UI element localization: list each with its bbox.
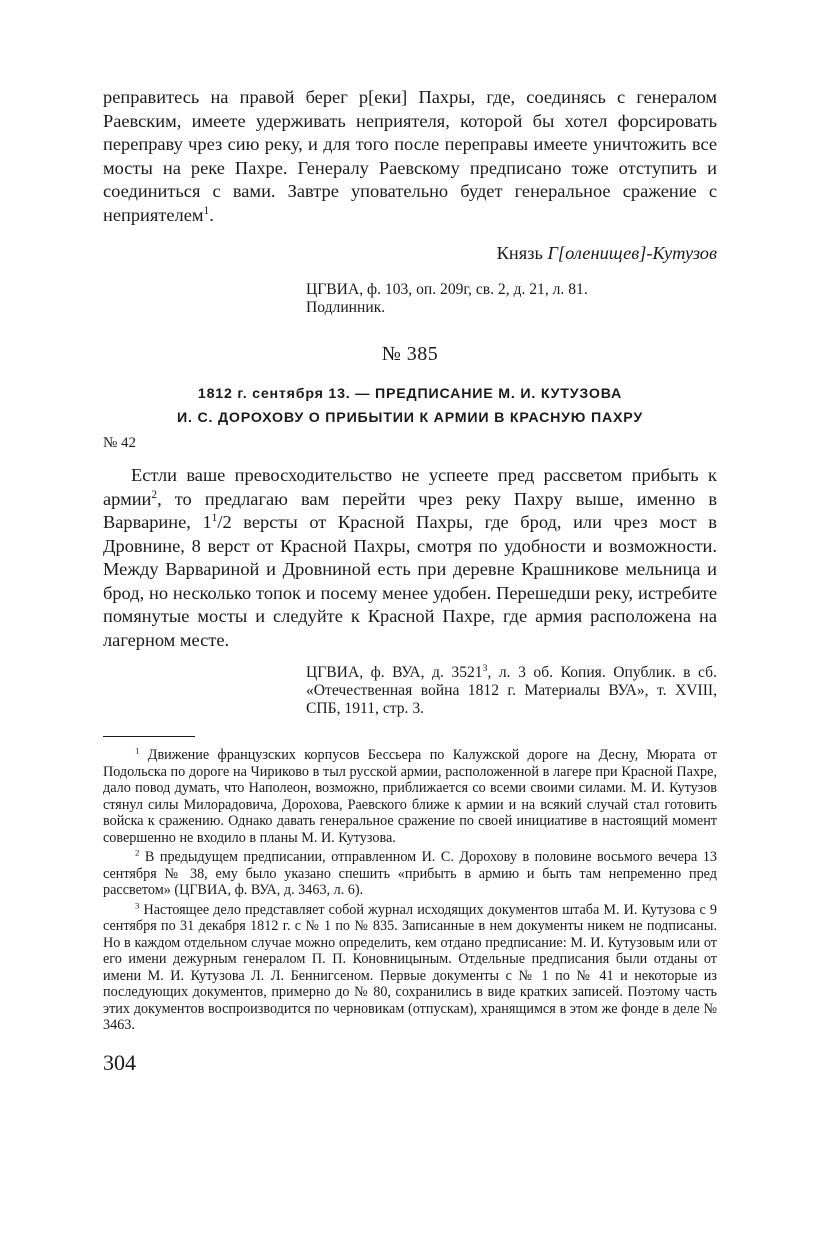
fraction-denominator: /2 bbox=[217, 512, 232, 532]
signature bbox=[103, 241, 717, 265]
continuation-paragraph: реправитесь на правой берег р[еки] Пахры, где, соединясь с генералом Раевским, имеете удерживать неприятеля, которой бы хотел форсировать переправу чрез сию реку, и для того после переправы имеете уничтожить все мосты на реке Пахре. Генералу Раевскому предписано тоже отступить и соединиться с вами. Завтре уповательно будет генеральное сражение с неприятелем$^1$. bbox=[103, 87, 717, 225]
footnote-mark-3: 3 bbox=[135, 899, 140, 910]
body-text-1: Естли ваше превосходительство не успеете пред рассветом прибыть к армии bbox=[103, 465, 717, 509]
footnote-text-3: Настоящее дело представляет собой журнал исходящих документов штаба М. И. Кутузова с 9 сентября по 31 декабря 1812 г. с № 1 по № 835. Записанные в нем документы никем не подписаны. Но в каждом отдельном случае можно определить, кем отдано предписание: М. И. Кутузовым или от его имени дежурным генералом П. П. Коновницыным. Отдельные предписания были отданы от имени М. И. Кутузова Л. Л. Беннигсеном. Первые документы с № 1 по № 41 и некоторые из последующих документов, примерно до № 80, сохранились в виде кратких записей. Поэтому часть этих документов воспроизводится по черновикам (отпускам), хранящимся в этом же фонде в деле № 3463. bbox=[103, 901, 718, 1033]
signature-title: Князь bbox=[496, 243, 543, 263]
footnote-divider bbox=[103, 736, 195, 737]
heading-title-line1: ПРЕДПИСАНИЕ М. И. КУТУЗОВА bbox=[375, 386, 623, 402]
footnote-1 bbox=[103, 747, 717, 846]
archive-ref-2: ЦГВИА, ф. ВУА, д. 3521 bbox=[306, 664, 483, 681]
archive-source-2 bbox=[306, 664, 717, 718]
body-text-3: версты от Красной Пахры, где брод, или чрез мост в Дровнине, 8 верст от Красной Пахры, смотря по удобности и возможности. Между Варвариной и Дровниной есть при деревне Крашникове мельница и брод, но несколько топок и посему менее удобен. Перешедши реку, истребите помянутые мосты и следуйте к Красной Пахре, где армия расположена на лагерном месте. bbox=[103, 512, 717, 650]
footnote-3 bbox=[103, 899, 718, 1034]
continuation-text: реправитесь на правой берег р[еки] Пахры, где, соединясь с генералом Раевским, имеете удерживать неприятеля, которой бы хотел форсировать переправу чрез сию реку, и для того после переправы имеете уничтожить все мосты на реке Пахре. Генералу Раевскому предписано тоже отступить и соединиться с вами. Завтре уповательно будет генеральное сражение с неприятелем bbox=[103, 87, 717, 225]
footnote-2 bbox=[103, 849, 717, 899]
footnote-text-1: Движение французских корпусов Бессьера по Калужской дороге на Десну, Мюрата от Подольска по дороге на Чириково в тыл русской армии, расположенной в лагере при Красной Пахре, дало повод думать, что Наполеон, возможно, приближается со всеми своими силами. М. И. Кутузов стянул силы Милорадовича, Дорохова, Раевского ближе к армии и на всякий случай стал готовить войска к сражению. Однако давать генеральное сражение по своей инициативе в настоящий момент совершенно не входило в планы М. И. Кутузова. bbox=[103, 747, 717, 846]
body-paragraph bbox=[103, 464, 717, 652]
footnote-ref-2: 2 bbox=[151, 488, 158, 501]
archive-ref-1: ЦГВИА, ф. 103, оп. 209г, св. 2, д. 21, л. 81. bbox=[306, 281, 588, 298]
signature-name: Г[оленищев]-Кутузов bbox=[547, 243, 717, 263]
heading-date: 1812 г. сентября 13. bbox=[197, 386, 351, 402]
footnote-text-2: В предыдущем предписании, отправленном И. С. Дорохову в половине восьмого вечера 13 сентября № 38, ему было указано спешить «прибыть в армию и быть там непременно пред рассветом» (ЦГВИА, ф. ВУА, д. 3463, л. 6). bbox=[103, 849, 718, 898]
body-text-2: , то предлагаю вам перейти чрез реку Пахру выше, именно в Варварине, 1 bbox=[103, 488, 717, 532]
heading-dash: — bbox=[350, 386, 376, 402]
footnote-ref-1: 1 bbox=[203, 204, 210, 217]
footnote-mark-1: 1 bbox=[135, 745, 140, 756]
archive-note-1: Подлинник. bbox=[306, 299, 386, 316]
heading-line-1 bbox=[103, 382, 717, 406]
footnote-ref-3: 3 bbox=[482, 662, 488, 674]
order-number: № 42 bbox=[103, 435, 137, 451]
document-page bbox=[103, 86, 717, 1076]
page-number: 304 bbox=[103, 1049, 136, 1075]
footnotes bbox=[103, 747, 717, 1034]
document-heading bbox=[103, 382, 717, 430]
footnote-mark-2: 2 bbox=[135, 847, 140, 858]
heading-title-line2: И. С. ДОРОХОВУ О ПРИБЫТИИ К АРМИИ В КРАСНУЮ ПАХРУ bbox=[177, 410, 643, 426]
archive-ref-2-rest: , л. 3 об. Копия. Опублик. в сб. «Отечественная война 1812 г. Материалы ВУА», т. XVIII, СПБ, 1911, стр. 3. bbox=[306, 664, 717, 717]
fraction-numerator: 1 bbox=[211, 511, 218, 524]
document-number: № 385 bbox=[381, 343, 439, 365]
archive-source-1 bbox=[306, 281, 717, 317]
